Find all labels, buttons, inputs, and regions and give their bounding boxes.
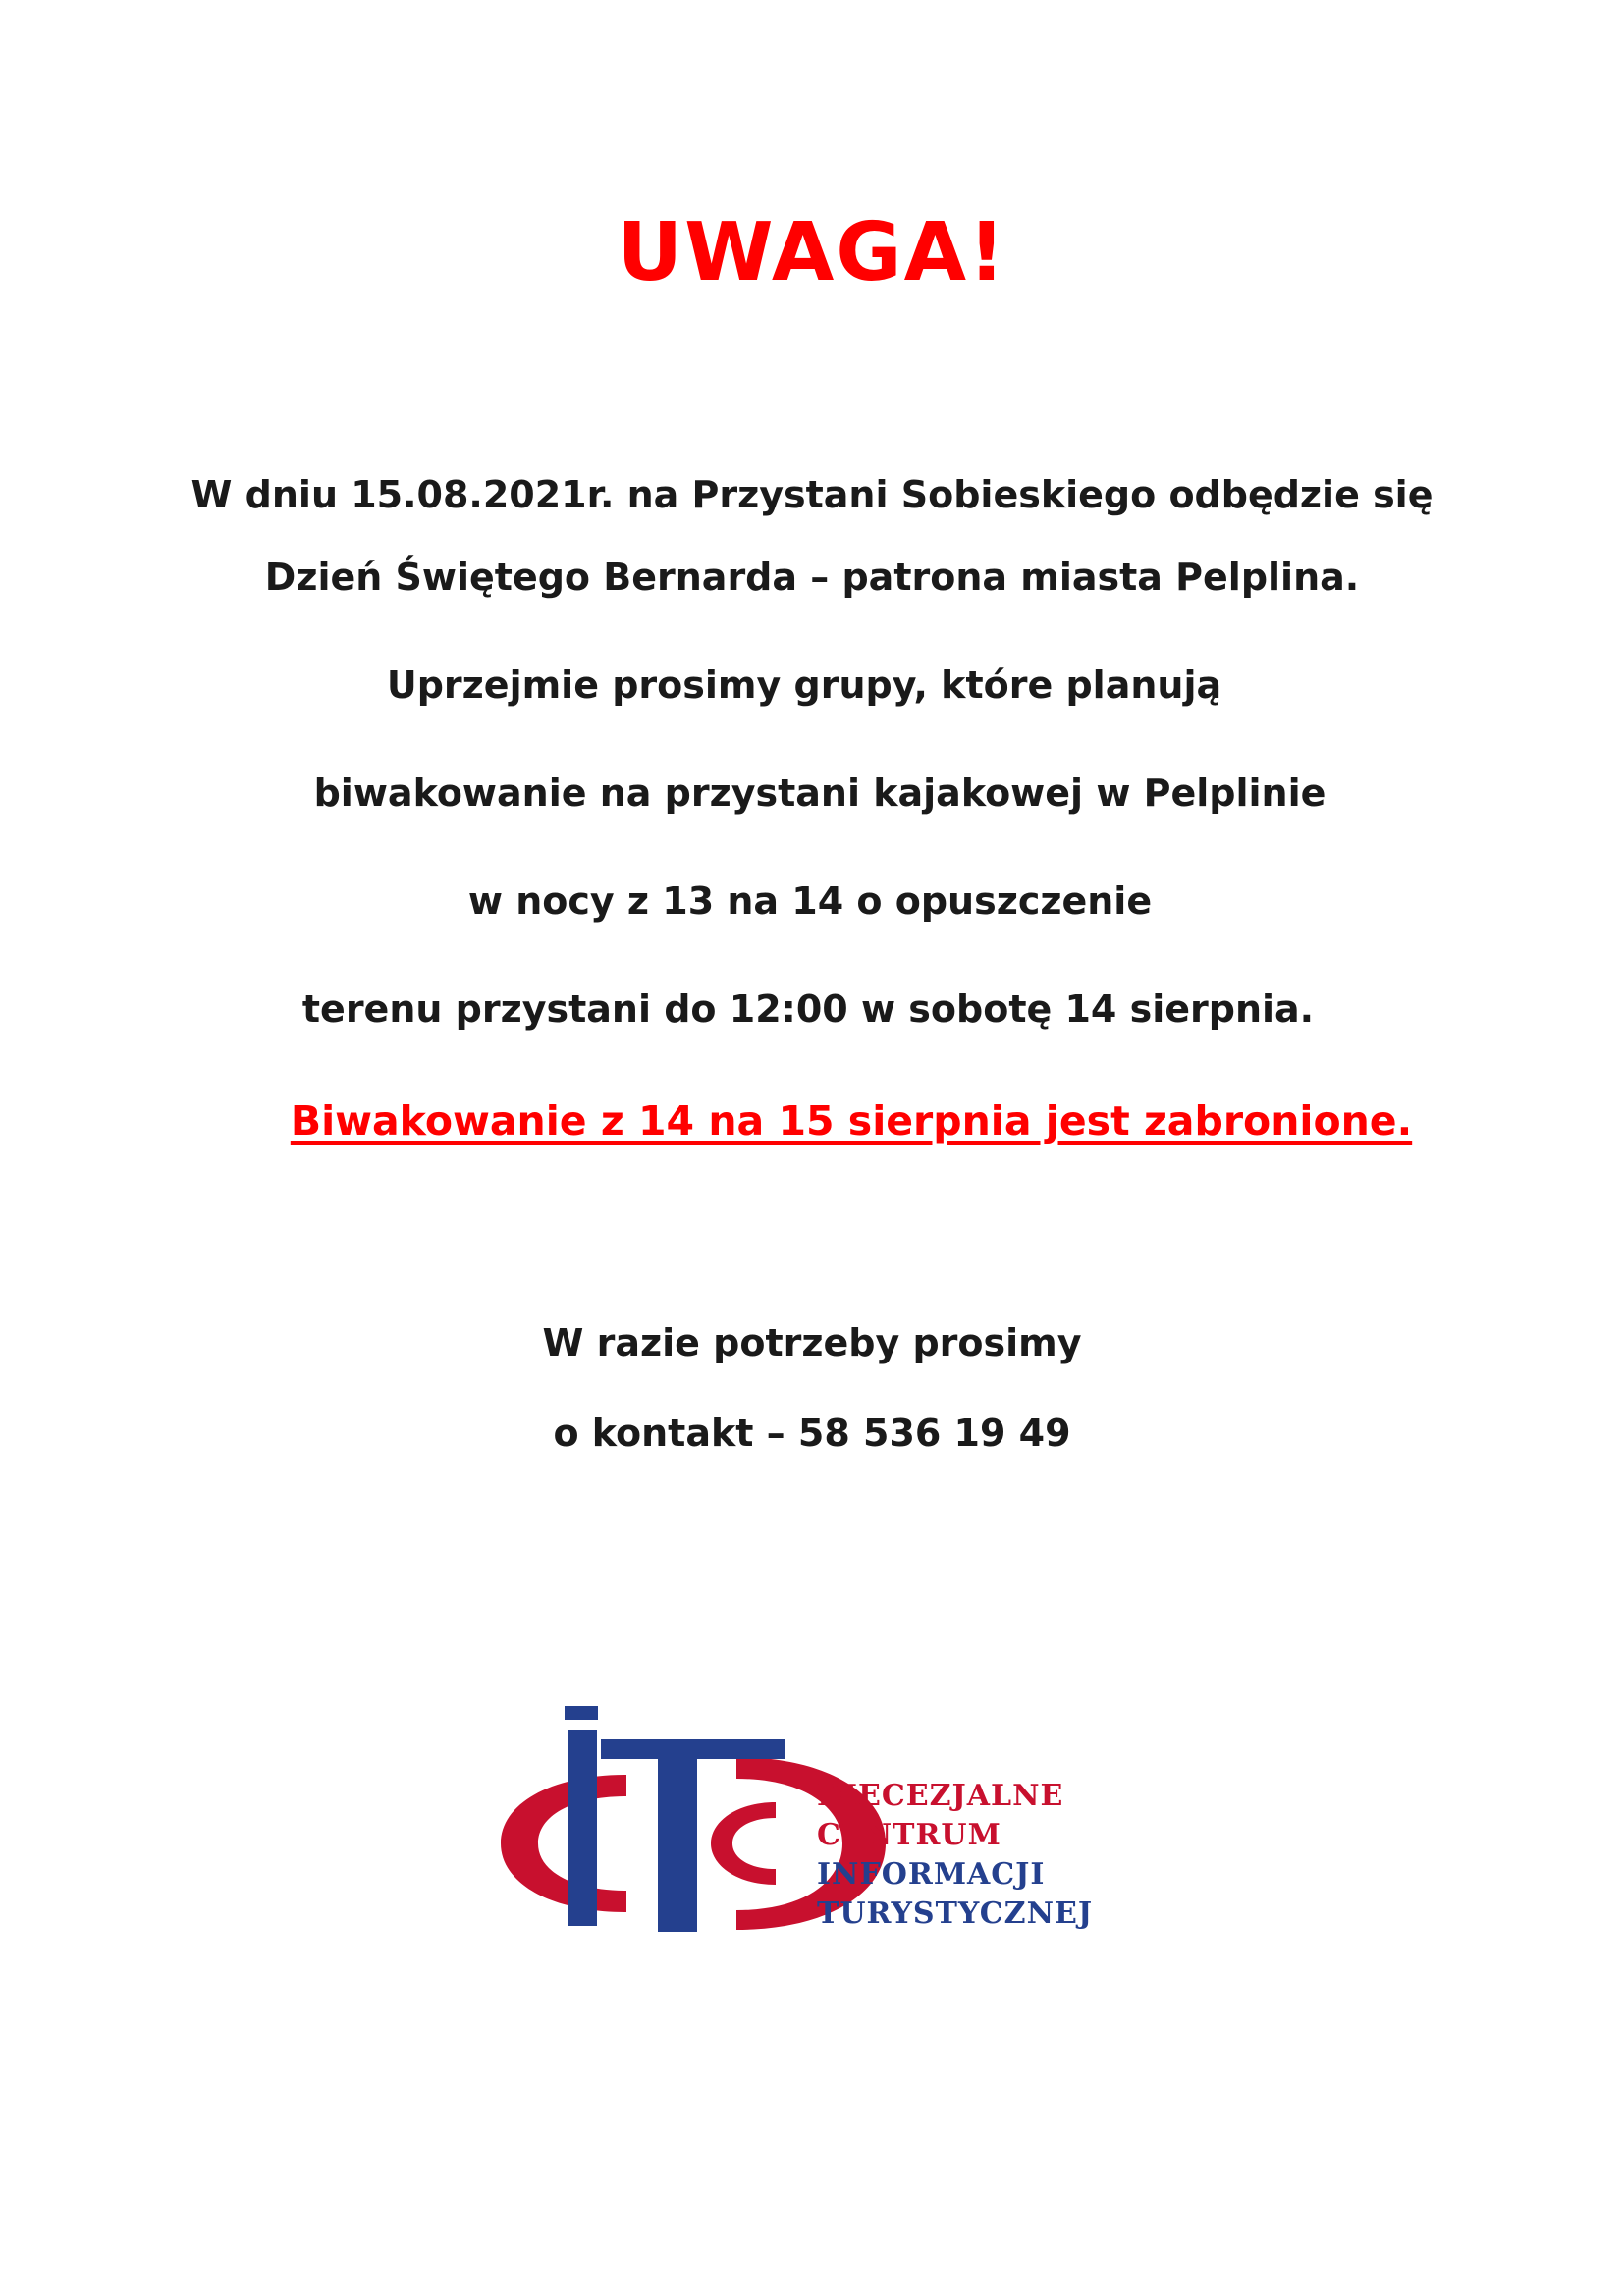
notice-title: UWAGA! (617, 206, 1007, 299)
event-line-1: W dniu 15.08.2021r. na Przystani Sobieskiego odbędzie się (190, 473, 1434, 516)
logo-blue-t-bar (601, 1739, 785, 1759)
logo-inner-arc (711, 1802, 776, 1885)
logo-text-line-3: INFORMACJI (817, 1857, 1046, 1892)
logo-red-left-arc (501, 1775, 626, 1912)
contact-line-1: W razie potrzeby prosimy (542, 1321, 1082, 1364)
request-line-4: terenu przystani do 12:00 w sobotę 14 sierpnia. (301, 988, 1315, 1031)
logo-blue-dot (565, 1706, 598, 1720)
event-line-2: Dzień Świętego Bernarda – patrona miasta Pelplina. (264, 556, 1360, 599)
logo-text-line-2: CENTRUM (817, 1818, 1001, 1852)
request-line-2: biwakowanie na przystani kajakowej w Pelplinie (313, 772, 1326, 815)
logo-blue-i-stem (568, 1730, 597, 1926)
warning-line: Biwakowanie z 14 na 15 sierpnia jest zabronione. (290, 1097, 1413, 1145)
logo-text-line-4: TURYSTYCZNEJ (817, 1896, 1094, 1931)
contact-line-2: o kontakt – 58 536 19 49 (553, 1412, 1071, 1455)
logo-text-line-1: DIECEZJALNE (817, 1779, 1064, 1813)
request-line-3: w nocy z 13 na 14 o opuszczenie (467, 880, 1153, 923)
logo-blue-t-stem (658, 1759, 697, 1932)
request-line-1: Uprzejmie prosimy grupy, które planują (386, 664, 1222, 707)
